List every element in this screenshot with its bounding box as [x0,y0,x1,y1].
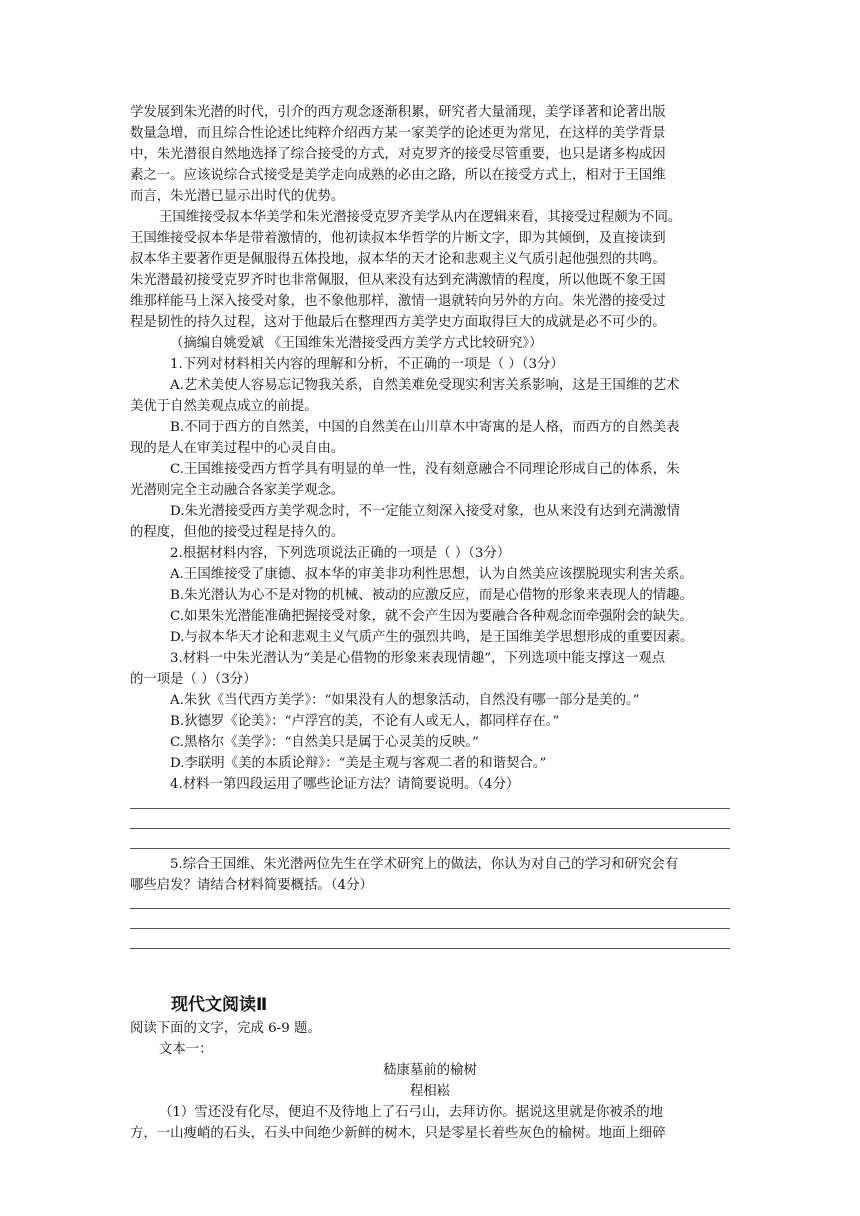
passage-line: 程是韧性的持久过程，这对于他最后在整理西方美学史方面取得巨大的成就是必不可少的。 [130,315,666,330]
question-3-option-c: C.黑格尔《美学》：“自然美只是属于心灵美的反映。” [170,735,479,750]
passage-line: 王国维接受叔本华美学和朱光潜接受克罗齐美学从内在逻辑来看，其接受过程颇为不同。 [159,210,682,225]
answer-line [130,848,730,849]
question-3-option-a: A.朱狄《当代西方美学》：“如果没有人的想象活动，自然没有哪一部分是美的。” [170,693,640,708]
question-2-stem: 2.根据材料内容，下列选项说法正确的一项是（ ）（3分） [170,546,511,561]
answer-line [130,828,730,829]
question-2-option-d: D.与叔本华天才论和悲观主义气质产生的强烈共鸣，是王国维美学思想形成的重要因素。 [170,630,694,645]
passage-line: 学发展到朱光潜的时代，引介的西方观念逐渐积累，研究者大量涌现，美学译著和论著出版 [130,105,666,120]
question-3-stem: 3.材料一中朱光潜认为“美是心借物的形象来表现情趣”，下列选项中能支撑这一观点 [170,651,666,666]
question-1-option-d: D.朱光潜接受西方美学观念时，不一定能立刻深入接受对象，也从来没有达到充满激情 [170,504,680,519]
question-2-option-c: C.如果朱光潜能准确把握接受对象，就不会产生因为要融合各种观念而牵强附会的缺失。 [170,609,693,624]
question-1-stem: 1.下列对材料相关内容的理解和分析，不正确的一项是（ ）（3分） [170,357,564,372]
passage-line: 中，朱光潜很自然地选择了综合接受的方式，对克罗齐的接受尽管重要，也只是诸多构成因 [130,147,666,162]
question-4-stem: 4.材料一第四段运用了哪些论证方法？请简要说明。（4分） [170,777,520,792]
question-1-option-d-cont: 的程度，但他的接受过程是持久的。 [130,525,345,540]
passage-line: 王国维接受叔本华是带着激情的，他初读叔本华哲学的片断文字，即为其倾倒，及直接读到 [130,231,666,246]
answer-line [130,928,730,929]
passage-line: 素之一。应该说综合式接受是美学走向成熟的必由之路，所以在接受方式上，相对于王国维 [130,168,666,183]
question-1-option-b: B.不同于西方的自然美，中国的自然美在山川草木中寄寓的是人格，而西方的自然美表 [170,420,680,435]
source-citation: （摘编自姚爱斌 《王国维朱光潜接受西方美学方式比较研究》） [170,336,543,351]
essay-title: 嵇康墓前的榆树 [383,1063,477,1078]
question-1-option-a: A.艺术美使人容易忘记物我关系，自然美难免受现实利害关系影响，这是王国维的艺术 [170,378,680,393]
passage-line: 维那样能马上深入接受对象，也不象他那样，激情一退就转向另外的方向。朱光潜的接受过 [130,294,666,309]
essay-paragraph-line: （1）雪还没有化尽，便迫不及待地上了石弓山，去拜访你。据说这里就是你被杀的地 [159,1105,663,1120]
answer-line [130,908,730,909]
answer-line [130,948,730,949]
answer-line [130,808,730,809]
question-1-option-c-cont: 光潜则完全主动融合各家美学观念。 [130,483,345,498]
passage-line: 朱光潜最初接受克罗齐时也非常佩服，但从来没有达到充满激情的程度，所以他既不象王国 [130,273,666,288]
question-3-option-d: D.李联明《美的本质论辩》：“美是主观与客观二者的和谐契合。” [170,756,547,771]
section-heading: 现代文阅读Ⅱ [171,995,268,1015]
question-1-option-a-cont: 美优于自然美观点成立的前提。 [130,399,318,414]
question-2-option-b: B.朱光潜认为心不是对物的机械、被动的应激反应，而是心借物的形象来表现人的情趣。 [170,588,693,603]
question-5-stem: 5.综合王国维、朱光潜两位先生在学术研究上的做法，你认为对自己的学习和研究会有 [170,857,679,872]
question-1-option-c: C.王国维接受西方哲学具有明显的单一性，没有刻意融合不同理论形成自己的体系，朱 [170,462,680,477]
question-2-option-a: A.王国维接受了康德、叔本华的审美非功利性思想，认为自然美应该摆脱现实利害关系。 [170,567,693,582]
essay-paragraph-line: 方，一山瘦峭的石头，石头中间绝少新鲜的树木，只是零星长着些灰色的榆树。地面上细碎 [130,1126,666,1141]
question-3-stem-cont: 的一项是（ ）（3分） [130,672,257,687]
passage-line: 叔本华主要著作更是佩服得五体投地，叔本华的天才论和悲观主义气质引起他强烈的共鸣。 [130,252,666,267]
section-instruction: 阅读下面的文字，完成 6-9 题。 [130,1021,321,1036]
passage-line: 数量急增，而且综合性论述比纯粹介绍西方某一家美学的论述更为常见，在这样的美学背景 [130,126,666,141]
passage-line: 而言，朱光潜已显示出时代的优势。 [130,189,345,204]
essay-author: 程相崧 [409,1084,451,1099]
text-label: 文本一： [159,1042,213,1057]
question-1-option-b-cont: 现的是人在审美过程中的心灵自由。 [130,441,345,456]
question-3-option-b: B.狄德罗《论美》：“卢浮宫的美，不论有人或无人，都同样存在。” [170,714,560,729]
question-5-stem-cont: 哪些启发？请结合材料简要概括。（4分） [130,878,373,893]
